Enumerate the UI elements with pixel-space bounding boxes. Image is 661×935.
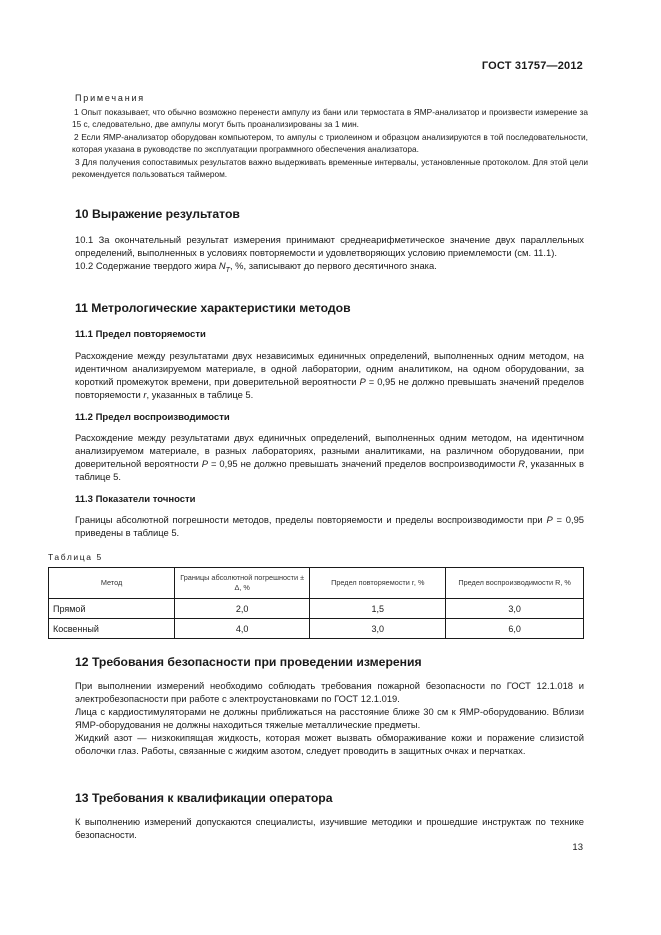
table-cell: 3,0 — [446, 599, 584, 619]
page-number: 13 — [572, 842, 583, 853]
subsection-title: 11.3 Показатели точности — [75, 494, 196, 505]
table-cell: 3,0 — [310, 619, 446, 639]
table-cell: 6,0 — [446, 619, 584, 639]
paragraph-12-1: При выполнении измерений необходимо соблюдать требования пожарной безопасности по ГОСТ 12.1.018 и электробезопасности при работе с электроустановками по ГОСТ 12.1.019. — [75, 680, 584, 704]
section-13 — [75, 790, 584, 841]
paragraph-10-1: 10.1 За окончательный результат измерения принимают среднеарифметическое значение двух параллельных определений, выполненных в условиях повторяемости и удовлетворяющих условию приемлемости (см. 11.1). — [75, 234, 584, 258]
note-item: 3 Для получения сопоставимых результатов важно выдерживать временные интервалы, установленные протоколом. Для этой цели рекомендуется пользоваться таймером. — [72, 157, 588, 179]
paragraph-10-2: 10.2 Содержание твердого жира $N_T$, %, записывают до первого десятичного знака. — [75, 260, 437, 274]
section-title: 11 Метрологические характеристики методов — [75, 301, 351, 315]
table-5-block — [48, 552, 584, 639]
subsection-title: 11.2 Предел воспроизводимости — [75, 412, 230, 423]
paragraph-12-3: Жидкий азот — низкокипящая жидкость, которая может вызвать обмораживание кожи и поражение слизистой оболочки глаз. Работы, связанные с жидким азотом, следует проводить в защитных очках и перчатках. — [75, 732, 584, 756]
standard-id: ГОСТ 31757—2012 — [481, 60, 583, 72]
notes-block — [72, 93, 588, 182]
table-row — [49, 599, 584, 619]
section-title: 10 Выражение результатов — [75, 207, 240, 221]
note-item: 1 Опыт показывает, что обычно возможно перенести ампулу из бани или термостата в ЯМР-анализатор и произвести измерение за 15 с, следовательно, две ампулы могут быть проанализированы за 1 мин. — [72, 107, 588, 129]
column-header: Границы абсолютной погрешности ± Δ, % — [175, 568, 310, 599]
section-12 — [75, 654, 584, 757]
table-cell: Косвенный — [49, 619, 175, 639]
table-header-row — [49, 568, 584, 599]
paragraph-11-2: Расхождение между результатами двух единичных определений, выполненных одним методом, на идентичном анализируемом материале, в разных лабораториях, разными аналитиками, на различном оборудовании, при доверительной вероятности P = 0,95 не должно превышать значений пределов воспроизводимости R, указанных в таблице 5. — [75, 432, 584, 482]
paragraph-11-1: Расхождение между результатами двух независимых единичных определений, выполненных одним методом, на идентичном анализируемом материале, в одной лаборатории, одним аналитиком, на одном оборудовании, за короткий промежуток времени, при доверительной вероятности P = 0,95 не должно превышать значений пределов повторяемости r, указанных в таблице 5. — [75, 350, 584, 400]
table-cell: 4,0 — [175, 619, 310, 639]
notes-title: Примечания — [75, 93, 145, 103]
table-cell: 1,5 — [310, 599, 446, 619]
column-header: Метод — [49, 568, 175, 599]
section-11 — [75, 300, 584, 539]
note-item: 2 Если ЯМР-анализатор оборудован компьютером, то ампулы с триолеином и образцом анализируются в той последовательности, которая указана в руководстве по эксплуатации программного обеспечения анализатора. — [72, 132, 588, 154]
table-caption: Таблица 5 — [48, 552, 103, 562]
section-10 — [75, 206, 584, 277]
paragraph-13-1: К выполнению измерений допускаются специалисты, изучившие методики и прошедшие инструктаж по технике безопасности. — [75, 816, 584, 840]
data-table — [48, 567, 584, 639]
paragraph-12-2: Лица с кардиостимуляторами не должны приближаться на расстояние ближе 30 см к ЯМР-оборудованию. Вблизи ЯМР-оборудования не должны находиться тяжелые металлические предметы. — [75, 706, 584, 730]
column-header: Предел повторяемости r, % — [310, 568, 446, 599]
section-title: 12 Требования безопасности при проведении измерения — [75, 655, 422, 669]
column-header: Предел воспроизводимости R, % — [446, 568, 584, 599]
table-cell: 2,0 — [175, 599, 310, 619]
section-title: 13 Требования к квалификации оператора — [75, 791, 333, 805]
table-cell: Прямой — [49, 599, 175, 619]
table-row — [49, 619, 584, 639]
subsection-title: 11.1 Предел повторяемости — [75, 329, 206, 340]
paragraph-11-3: Границы абсолютной погрешности методов, пределы повторяемости и пределы воспроизводимости при P = 0,95 приведены в таблице 5. — [75, 514, 585, 538]
